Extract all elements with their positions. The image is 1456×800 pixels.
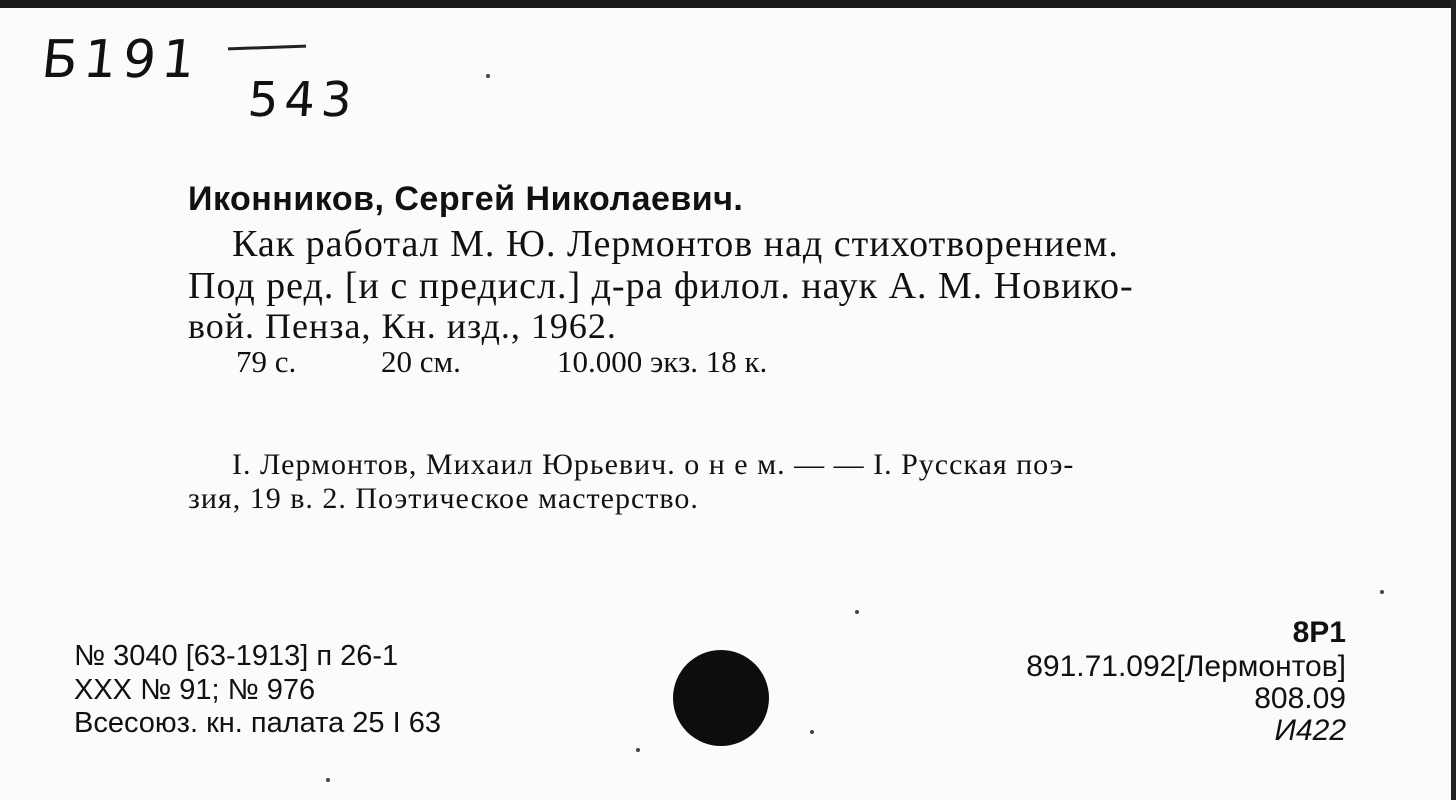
dust-speck xyxy=(810,730,814,734)
classification-code-2: 891.71.092[Лермонтов] xyxy=(1026,650,1346,683)
dust-speck xyxy=(326,778,330,782)
punch-hole xyxy=(673,650,769,746)
classification-code-1: 8Р1 xyxy=(1292,616,1346,649)
card-right-edge xyxy=(1451,0,1456,800)
book-size: 20 см. xyxy=(381,344,461,379)
card-top-edge xyxy=(0,0,1456,8)
registry-line-3: Всесоюз. кн. палата 25 I 63 xyxy=(74,707,441,739)
subject-headings-line-1: I. Лермонтов, Михаил Юрьевич. о н е м. — — I. Русская поэ- xyxy=(232,448,1075,481)
classification-code-3: 808.09 xyxy=(1254,682,1346,715)
pages-count: 79 с. xyxy=(236,344,297,379)
registry-line-2: XXX № 91; № 976 xyxy=(74,674,316,706)
description-line-2: Под ред. [и с предисл.] д-ра филол. наук А. М. Новико- xyxy=(188,265,1134,307)
physical-description xyxy=(236,344,767,380)
dust-speck xyxy=(636,748,640,752)
registry-line-1: № 3040 [63-1913] п 26-1 xyxy=(74,640,399,672)
subject-headings-line-2: зия, 19 в. 2. Поэтическое мастерство. xyxy=(188,482,699,515)
description-line-3: вой. Пенза, Кн. изд., 1962. xyxy=(188,306,617,346)
copies-and-price: 10.000 экз. 18 к. xyxy=(557,344,768,379)
dust-speck xyxy=(486,74,490,78)
handwritten-inventory-number: 543 xyxy=(246,72,360,128)
dust-speck xyxy=(1380,590,1384,594)
author-mark: И422 xyxy=(1274,714,1346,747)
handwritten-underline xyxy=(228,45,306,51)
dust-speck xyxy=(855,610,859,614)
title-line: Как работал М. Ю. Лермонтов над стихотворением. xyxy=(232,223,1119,265)
handwritten-shelf-mark: Б191 xyxy=(38,30,205,90)
author-heading: Иконников, Сергей Николаевич. xyxy=(188,180,744,218)
